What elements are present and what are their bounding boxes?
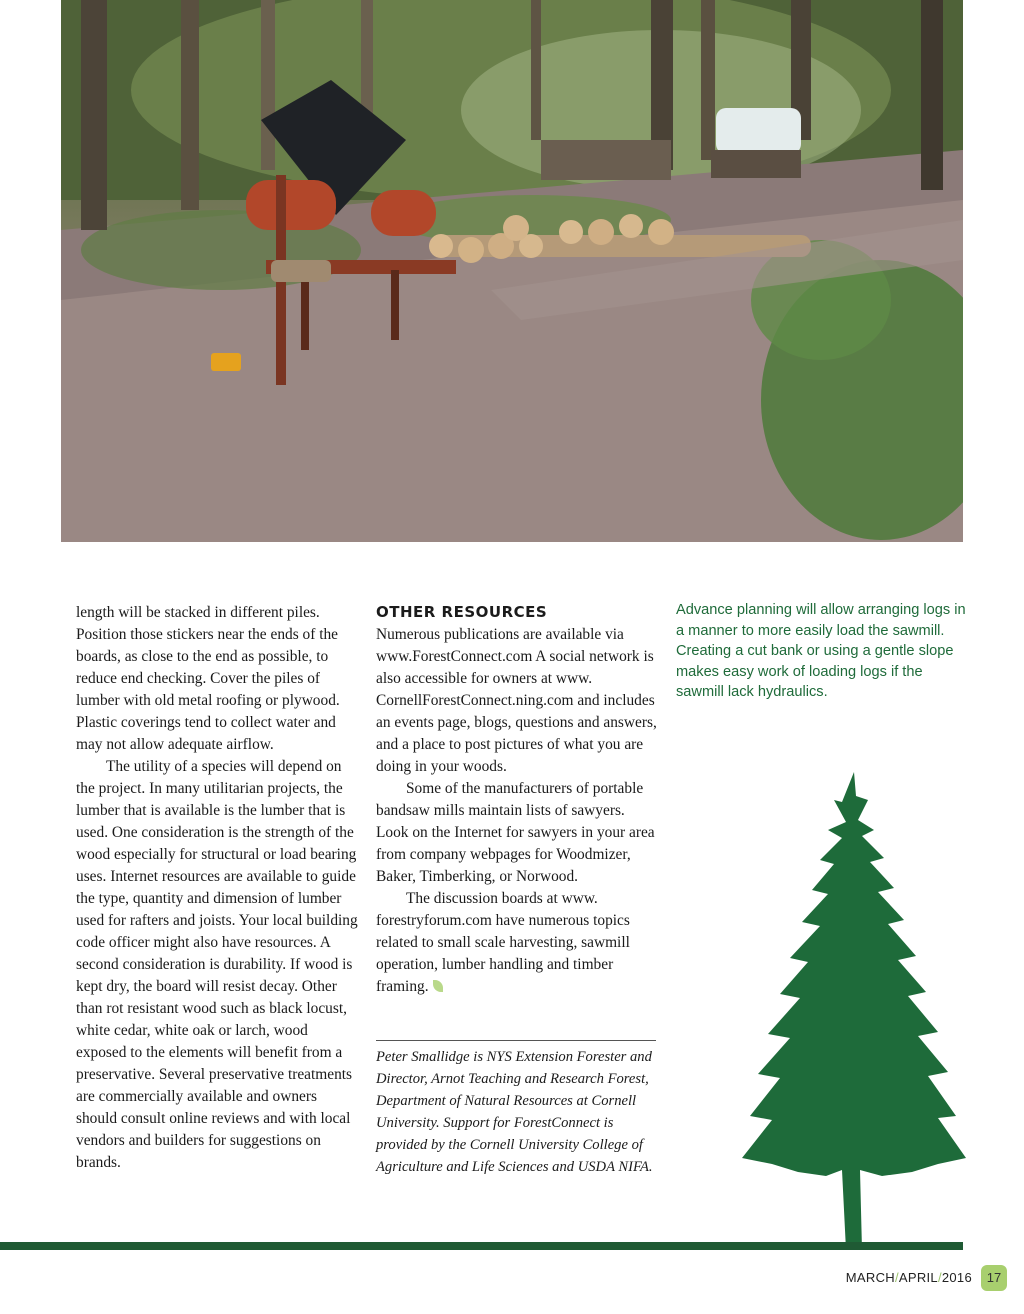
paragraph xyxy=(376,888,658,998)
date-separator: / xyxy=(894,1270,899,1285)
section-heading: OTHER RESOURCES xyxy=(376,603,548,621)
paragraph: Some of the manufacturers of portable bandsaw mills maintain lists of sawyers. Look on the Internet for sawyers in your area from company webpages for Woodmizer, Baker, Timberking, or Norwood. xyxy=(376,780,655,885)
issue-year: 2016 xyxy=(941,1270,972,1285)
paragraph-text: The discussion boards at www. forestryforum.com have numerous topics related to small scale harvesting, sawmill operation, lumber handling and timber framing. xyxy=(376,890,630,995)
body-column-2 xyxy=(376,602,658,998)
issue-month-2: APRIL xyxy=(898,1270,938,1285)
page-number: 17 xyxy=(981,1265,1007,1291)
sawmill-photo xyxy=(61,0,963,542)
date-separator: / xyxy=(937,1270,942,1285)
divider xyxy=(376,1040,656,1041)
end-mark-icon xyxy=(433,980,443,992)
author-bio: Peter Smallidge is NYS Extension Forester and Director, Arnot Teaching and Research Forest, Department of Natural Resources at Cornell University. Support for ForestConnect is provided by the Cornell University College of Agriculture and Life Sciences and USDA NIFA. xyxy=(376,1049,653,1175)
paragraph: Numerous publications are available via www.ForestConnect.com A social network is also accessible for owners at www. CornellForestConnect.ning.com and includes an events page, blogs, questions and answers, and a place to post pictures of what you are doing in your woods. xyxy=(376,626,657,775)
body-column-1 xyxy=(76,602,358,1174)
issue-date xyxy=(846,1270,972,1285)
footer-rule xyxy=(0,1242,963,1250)
paragraph: The utility of a species will depend on the project. In many utilitarian projects, the lumber that is available is the lumber that is used. One consideration is the strength of the wood especially for structural or load bearing uses. Internet resources are available to guide the type, quantity and dimension of lumber used for rafters and joists. Your local building code officer might also have resources. A second consideration is durability. If wood is kept dry, the board will resist decay. Other than rot resistant wood such as black locust, white cedar, white oak or larch, wood exposed to the elements will benefit from a preservative. Several preservative treatments are commercially available and owners should consult online reviews and with local vendors and builders for suggestions on brands. xyxy=(76,758,358,1171)
photo-caption: Advance planning will allow arranging logs in a manner to more easily load the sawmill. Creating a cut bank or using a gentle slope makes easy work of loading logs if the sawmill lack hydraulics. xyxy=(676,602,966,700)
paragraph: length will be stacked in different piles. Position those stickers near the ends of the boards, as close to the end as possible, to reduce end checking. Cover the piles of lumber with old metal roofing or plywood. Plastic coverings tend to collect water and may not allow adequate airflow. xyxy=(76,604,340,753)
tree-illustration xyxy=(742,772,966,1250)
issue-month-1: MARCH xyxy=(845,1270,895,1285)
